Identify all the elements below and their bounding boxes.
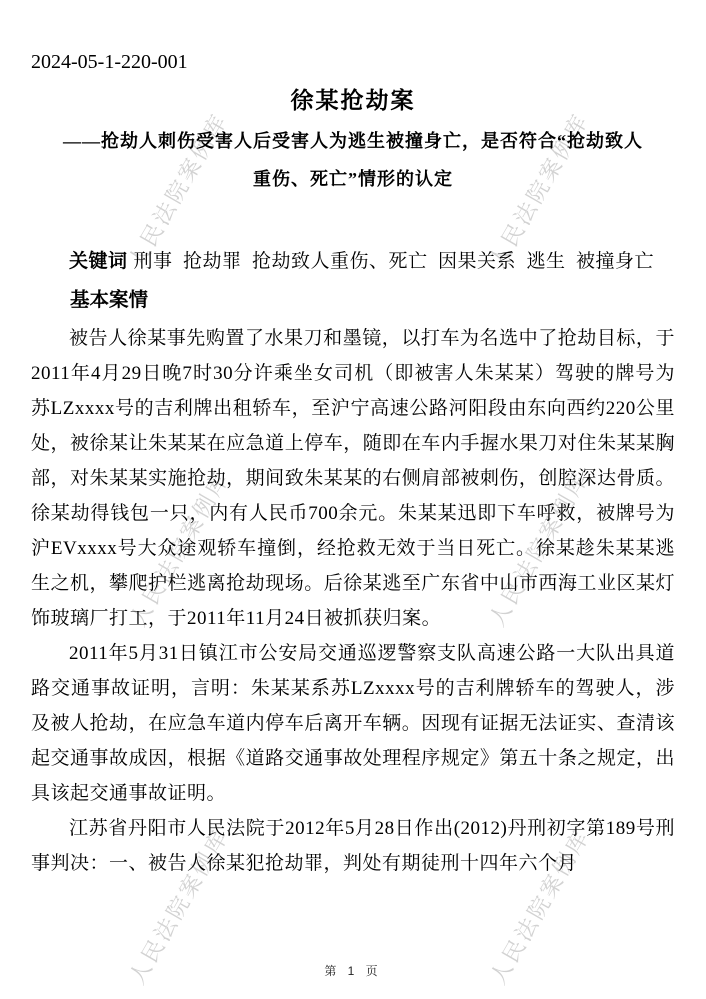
case-body-text bbox=[31, 321, 675, 881]
keywords-text: 刑事 抢劫罪 抢劫致人重伤、死亡 因果关系 逃生 被撞身亡 bbox=[133, 251, 655, 272]
watermark-text: 人民法院案例库 bbox=[123, 108, 233, 273]
section-heading-basic-facts: 基本案情 bbox=[70, 289, 149, 311]
case-subtitle bbox=[31, 122, 675, 198]
page-number-footer: 第 1 页 bbox=[324, 964, 382, 978]
keywords-label: 关键词 bbox=[69, 251, 128, 272]
paragraph-traffic-accident-certificate: 2011年5月31日镇江市公安局交通巡逻警察支队高速公路一大队出具道路交通事故证明，言明：朱某某系苏LZxxxx号的吉利牌轿车的驾驶人，涉及被人抢劫，在应急车道内停车后离开车辆。因现有证据无法证实、查清该起交通事故成因，根据《道路交通事故处理程序规定》第五十条之规定，出具该起交通事故证明。 bbox=[31, 643, 675, 804]
case-subtitle-line-1: ——抢劫人刺伤受害人后受害人为逃生被撞身亡，是否符合“抢劫致人 bbox=[63, 131, 643, 151]
paragraph-first-instance-judgment: 江苏省丹阳市人民法院于2012年5月28日作出(2012)丹刑初字第189号刑事判决：一、被告人徐某犯抢劫罪，判处有期徒刑十四年六个月 bbox=[31, 818, 675, 874]
case-title: 徐某抢劫案 bbox=[290, 88, 416, 113]
watermark-text: 人民法院案例库 bbox=[485, 824, 595, 989]
case-document-number: 2024-05-1-220-001 bbox=[31, 51, 188, 73]
keywords-block bbox=[31, 240, 675, 283]
watermark-text: 人民法院案例库 bbox=[484, 466, 594, 631]
watermark-text: 人民法院案例库 bbox=[484, 108, 594, 273]
case-subtitle-line-2: 重伤、死亡”情形的认定 bbox=[253, 169, 453, 189]
paragraph-case-facts: 被告人徐某事先购置了水果刀和墨镜，以打车为名选中了抢劫目标，于2011年4月29日晚7时30分许乘坐女司机（即被害人朱某某）驾驶的牌号为苏LZxxxx号的吉利牌出租轿车，至沪宁高速公路河阳段由东向西约220公里处，被徐某让朱某某在应急道上停车，随即在车内手握水果刀对住朱某某胸部，对朱某某实施抢劫，期间致朱某某的右侧肩部被刺伤，创腔深达骨质。徐某劫得钱包一只，内有人民币700余元。朱某某迅即下车呼救，被牌号为沪EVxxxx号大众途观轿车撞倒，经抢救无效于当日死亡。徐某趁朱某某逃生之机，攀爬护栏逃离抢劫现场。后徐某逃至广东省中山市西海工业区某灯饰玻璃厂打工，于2011年11月24日被抓获归案。 bbox=[31, 328, 675, 629]
watermark-text: 人民法院案例库 bbox=[124, 824, 234, 989]
watermark-text: 人民法院案例库 bbox=[125, 466, 235, 631]
